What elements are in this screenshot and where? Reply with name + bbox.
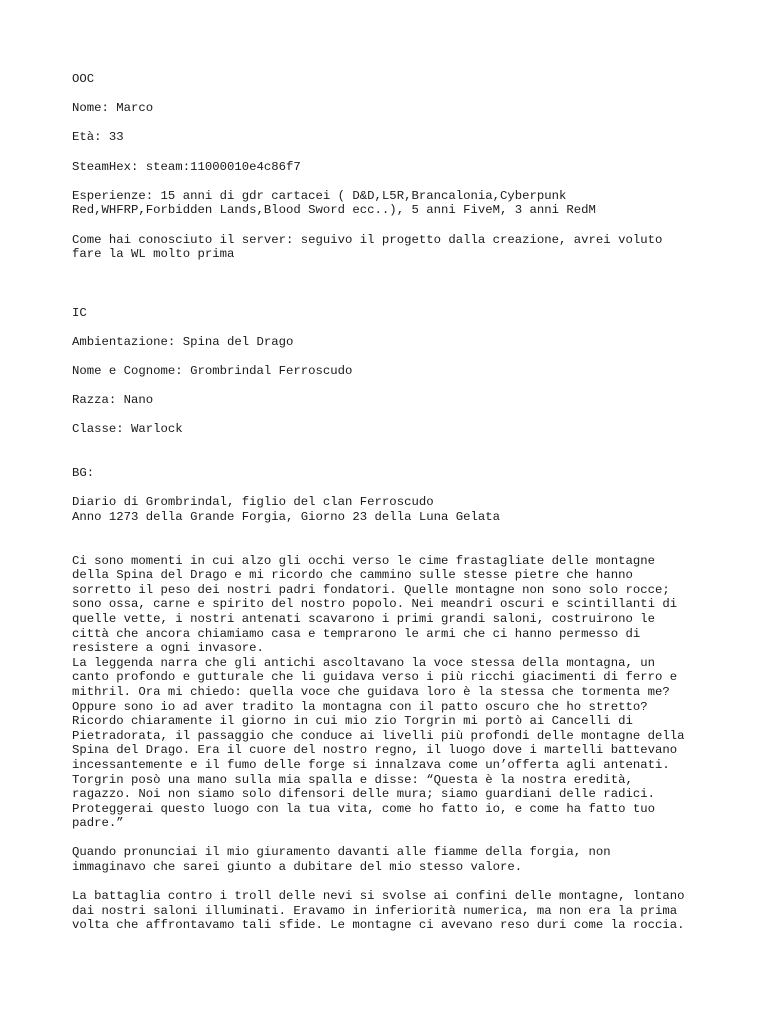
bg-paragraph-line: Proteggerai questo luogo con la tua vita, come ho fatto io, e come ha fatto tuo [72, 801, 655, 816]
ic-razza: Razza: Nano [72, 393, 154, 408]
bg-paragraph-line: della Spina del Drago e mi ricordo che cammino sulle stesse pietre che hanno [72, 568, 633, 583]
bg-paragraph-line: Quando pronunciai il mio giuramento davanti alle fiamme della forgia, non [72, 845, 611, 860]
ooc-header: OOC [72, 72, 95, 86]
ooc-esperienze-line-2: Red,WHFRP,Forbidden Lands,Blood Sword ecc..), 5 anni FiveM, 3 anni RedM [72, 203, 596, 218]
document-page [72, 72, 712, 933]
bg-paragraph-line: La leggenda narra che gli antichi ascoltavano la voce stessa della montagna, un [72, 655, 655, 670]
bg-paragraph-line: incessantemente e il fumo delle forge si innalzava come un’offerta agli antenati. [72, 757, 670, 772]
bg-paragraph-line: Spina del Drago. Era il cuore del nostro regno, il luogo dove i martelli battevano [72, 743, 678, 758]
bg-paragraph-line: canto profondo e gutturale che li guidava verso i più ricchi giacimenti di ferro e [72, 670, 678, 685]
bg-paragraph-line: Torgrin posò una mano sulla mia spalla e disse: “Questa è la nostra eredità, [72, 772, 633, 787]
bg-paragraph-line: quelle vette, i nostri antenati scavarono i primi grandi saloni, costruirono le [72, 611, 655, 626]
ooc-server-line-2: fare la WL molto prima [72, 247, 235, 262]
bg-header: BG: [72, 466, 95, 481]
diario-date: Anno 1273 della Grande Forgia, Giorno 23 della Luna Gelata [72, 509, 501, 524]
ic-classe: Classe: Warlock [72, 422, 183, 437]
ooc-steamhex: SteamHex: steam:11000010e4c86f7 [72, 159, 301, 174]
bg-paragraph-3 [72, 889, 712, 933]
ic-ambientazione: Ambientazione: Spina del Drago [72, 334, 294, 349]
bg-paragraph-line: Pietradorata, il passaggio che conduce ai livelli più profondi delle montagne della [72, 728, 685, 743]
ooc-nome: Nome: Marco [72, 101, 154, 116]
bg-paragraph-line: sono ossa, carne e spirito del nostro popolo. Nei meandri oscuri e scintillanti di [72, 597, 678, 612]
ooc-eta: Età: 33 [72, 130, 124, 145]
bg-paragraph-line: Ricordo chiaramente il giorno in cui mio zio Torgrin mi portò ai Cancelli di [72, 714, 633, 729]
ic-nome-cognome: Nome e Cognome: Grombrindal Ferroscudo [72, 363, 353, 378]
ooc-esperienze-line-1: Esperienze: 15 anni di gdr cartacei ( D&D,L5R,Brancalonia,Cyberpunk [72, 188, 567, 203]
bg-paragraph-2 [72, 845, 712, 874]
ic-header: IC [72, 305, 87, 320]
bg-paragraph-line: padre.” [72, 816, 124, 831]
bg-paragraph-line: dai nostri saloni illuminati. Eravamo in inferiorità numerica, ma non era la prima [72, 903, 678, 918]
bg-paragraph-line: Oppure sono io ad aver tradito la montagna con il patto oscuro che ho stretto? [72, 699, 648, 714]
bg-paragraph-line: Ci sono momenti in cui alzo gli occhi verso le cime frastagliate delle montagne [72, 553, 655, 568]
bg-paragraph-line: volta che affrontavamo tali sfide. Le montagne ci avevano reso duri come la roccia. [72, 918, 685, 933]
bg-paragraph-line: sorretto il peso dei nostri padri fondatori. Quelle montagne non sono solo rocce; [72, 582, 670, 597]
bg-paragraph-line: mithril. Ora mi chiedo: quella voce che guidava loro è la stessa che tormenta me? [72, 684, 670, 699]
bg-paragraph-line: città che ancora chiamiamo casa e temprarono le armi che ci hanno permesso di [72, 626, 641, 641]
ooc-server-line-1: Come hai conosciuto il server: seguivo il progetto dalla creazione, avrei voluto [72, 232, 663, 247]
bg-paragraph-line: immaginavo che sarei giunto a dubitare del mio stesso valore. [72, 860, 523, 875]
bg-paragraph-line: La battaglia contro i troll delle nevi si svolse ai confini delle montagne, lontano [72, 889, 685, 904]
bg-paragraph-1 [72, 554, 712, 831]
bg-paragraph-line: resistere a ogni invasore. [72, 641, 264, 656]
diario-title: Diario di Grombrindal, figlio del clan Ferroscudo [72, 495, 434, 510]
bg-paragraph-line: ragazzo. Noi non siamo solo difensori delle mura; siamo guardiani delle radici. [72, 787, 655, 802]
